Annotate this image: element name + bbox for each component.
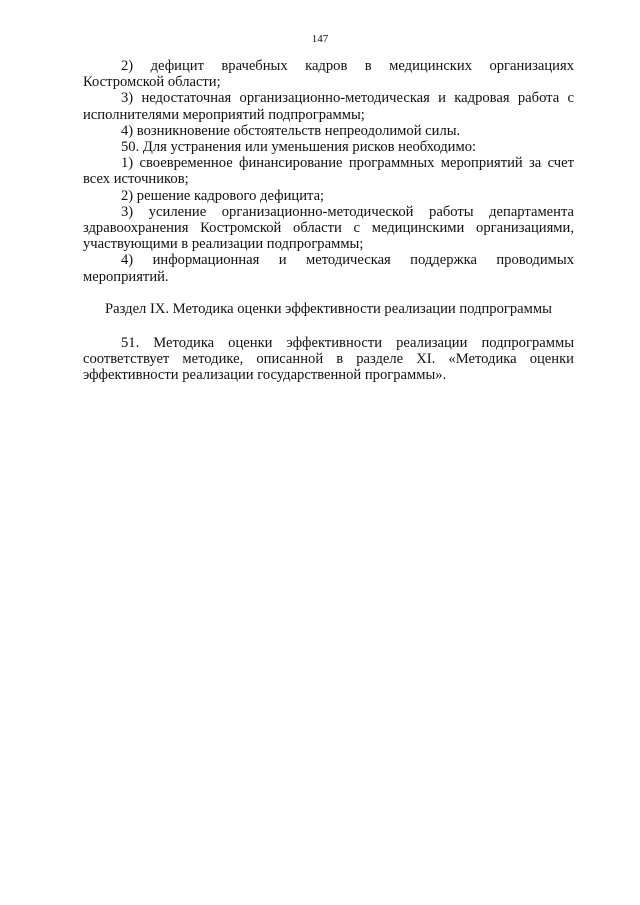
page-number: 147 <box>311 33 329 45</box>
document-body <box>83 58 574 384</box>
paragraph-timely-financing: 1) своевременное финансирование программных мероприятий за счет всех источников; <box>83 155 574 188</box>
paragraph-risk-mitigation-intro: 50. Для устранения или уменьшения рисков необходимо: <box>121 139 477 156</box>
paragraph-staff-shortage-solution: 2) решение кадрового дефицита; <box>121 187 325 204</box>
paragraph-information-support: 4) информационная и методическая поддержка проводимых мероприятий. <box>83 252 574 285</box>
paragraph-evaluation-methodology: 51. Методика оценки эффективности реализации подпрограммы соответствует методике, описанной в разделе XI. «Методика оценки эффективности реализации государственной программы». <box>83 335 574 384</box>
heading-gap <box>83 317 574 335</box>
paragraph-methodical-work-risk: 3) недостаточная организационно-методическая и кадровая работа с исполнителями мероприятий подпрограммы; <box>83 90 574 123</box>
section-heading: Раздел IX. Методика оценки эффективности реализации подпрограммы <box>105 300 552 317</box>
paragraph-staff-shortage-risk: 2) дефицит врачебных кадров в медицинских организациях Костромской области; <box>83 58 574 91</box>
section-gap <box>83 285 574 288</box>
paragraph-force-majeure-risk: 4) возникновение обстоятельств непреодолимой силы. <box>121 122 461 139</box>
paragraph-methodical-work-strengthening: 3) усиление организационно-методической работы департамента здравоохранения Костромской области с медицинскими организациями, участвующими в реализации подпрограммы; <box>83 203 574 253</box>
